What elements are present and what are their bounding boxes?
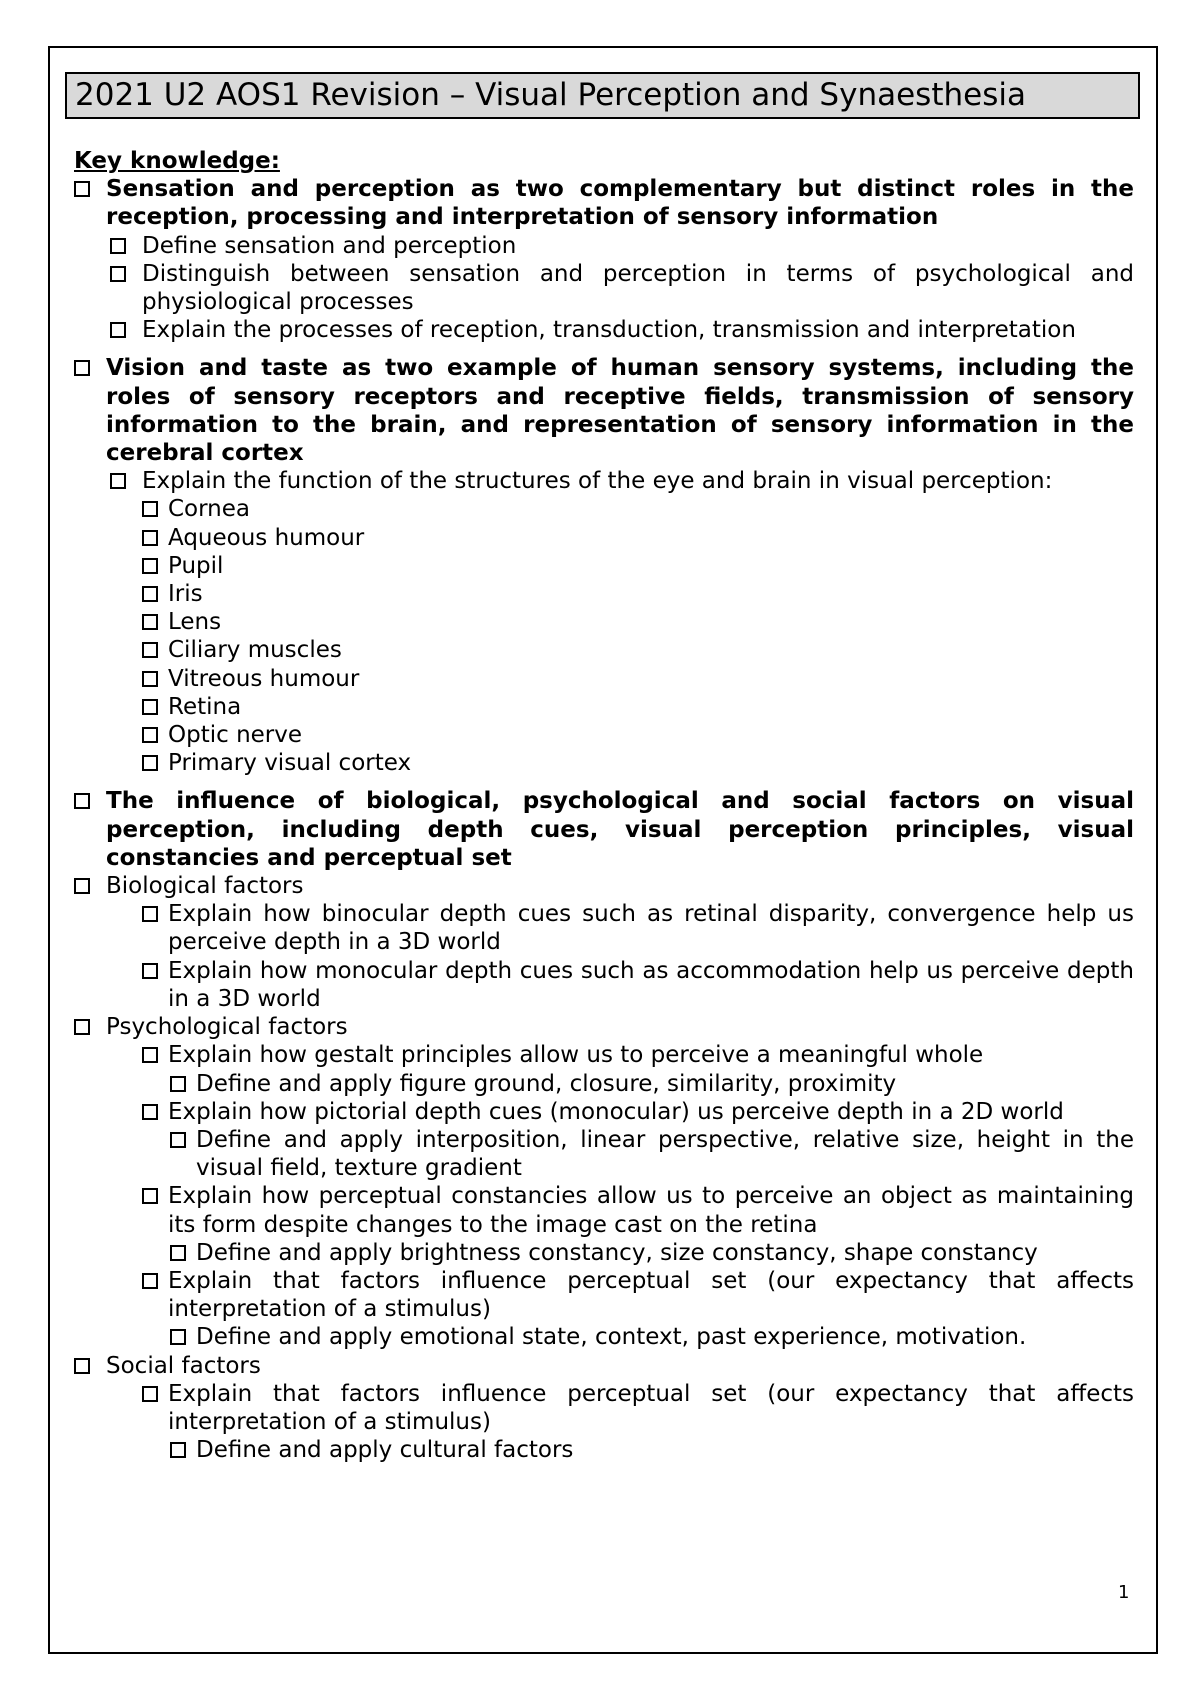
checkbox-icon — [110, 473, 126, 489]
checkbox-icon — [74, 793, 90, 809]
list-item: Distinguish between sensation and perception in terms of psychological and physiological processes — [74, 260, 1134, 316]
checkbox-icon — [142, 727, 158, 743]
list-item: Explain the function of the structures of the eye and brain in visual perception: — [74, 467, 1134, 495]
list-item: Define and apply emotional state, context, past experience, motivation. — [74, 1323, 1134, 1351]
checkbox-icon — [142, 1386, 158, 1402]
checkbox-icon — [170, 1442, 186, 1458]
list-item: The influence of biological, psychological and social factors on visual perception, including depth cues, visual perception principles, visual constancies and perceptual set — [74, 787, 1134, 872]
list-item: Vitreous humour — [74, 665, 1134, 693]
checkbox-icon — [142, 755, 158, 771]
list-item: Psychological factors — [74, 1013, 1134, 1041]
list-item: Sensation and perception as two complementary but distinct roles in the reception, processing and interpretation of sensory information — [74, 175, 1134, 231]
checkbox-icon — [110, 238, 126, 254]
checkbox-icon — [74, 1358, 90, 1374]
list-item: Lens — [74, 608, 1134, 636]
checkbox-icon — [142, 530, 158, 546]
checkbox-icon — [142, 699, 158, 715]
list-item: Define and apply brightness constancy, size constancy, shape constancy — [74, 1239, 1134, 1267]
list-item: Explain the processes of reception, transduction, transmission and interpretation — [74, 316, 1134, 344]
checkbox-icon — [170, 1329, 186, 1345]
list-item: Define and apply cultural factors — [74, 1436, 1134, 1464]
list-item: Explain how pictorial depth cues (monocular) us perceive depth in a 2D world — [74, 1098, 1134, 1126]
checkbox-icon — [110, 322, 126, 338]
list-item: Explain how perceptual constancies allow us to perceive an object as maintaining its form despite changes to the image cast on the retina — [74, 1182, 1134, 1238]
checkbox-icon — [142, 906, 158, 922]
checkbox-icon — [74, 878, 90, 894]
checkbox-icon — [142, 671, 158, 687]
list-item: Social factors — [74, 1352, 1134, 1380]
checkbox-icon — [142, 586, 158, 602]
list-item: Vision and taste as two example of human sensory systems, including the roles of sensory receptors and receptive fields, transmission of sensory information to the brain, and representation of sensory information in the cerebral cortex — [74, 354, 1134, 467]
list-item: Cornea — [74, 495, 1134, 523]
checkbox-icon — [142, 558, 158, 574]
checkbox-icon — [142, 963, 158, 979]
checkbox-icon — [74, 181, 90, 197]
page-title: 2021 U2 AOS1 Revision – Visual Perception and Synaesthesia — [65, 72, 1140, 119]
list-item: Explain how gestalt principles allow us to perceive a meaningful whole — [74, 1041, 1134, 1069]
key-knowledge-list — [74, 147, 1134, 1464]
checkbox-icon — [142, 1273, 158, 1289]
checkbox-icon — [142, 614, 158, 630]
checkbox-icon — [142, 1047, 158, 1063]
list-item: Define sensation and perception — [74, 232, 1134, 260]
checkbox-icon — [142, 501, 158, 517]
page-number: 1 — [1118, 1582, 1130, 1603]
list-item: Ciliary muscles — [74, 636, 1134, 664]
checkbox-icon — [170, 1245, 186, 1261]
list-item: Optic nerve — [74, 721, 1134, 749]
list-item: Primary visual cortex — [74, 749, 1134, 777]
list-item: Pupil — [74, 552, 1134, 580]
list-item: Explain that factors influence perceptual set (our expectancy that affects interpretation of a stimulus) — [74, 1380, 1134, 1436]
list-item: Iris — [74, 580, 1134, 608]
list-item: Define and apply figure ground, closure, similarity, proximity — [74, 1070, 1134, 1098]
list-item: Aqueous humour — [74, 524, 1134, 552]
list-item: Explain how binocular depth cues such as retinal disparity, convergence help us perceive depth in a 3D world — [74, 900, 1134, 956]
checkbox-icon — [142, 1104, 158, 1120]
list-item: Biological factors — [74, 872, 1134, 900]
checkbox-icon — [74, 1019, 90, 1035]
checkbox-icon — [170, 1132, 186, 1148]
checkbox-icon — [110, 266, 126, 282]
checkbox-icon — [142, 642, 158, 658]
list-item: Explain how monocular depth cues such as accommodation help us perceive depth in a 3D world — [74, 957, 1134, 1013]
key-knowledge-heading: Key knowledge: — [74, 148, 280, 174]
checkbox-icon — [142, 1188, 158, 1204]
list-item: Retina — [74, 693, 1134, 721]
list-item: Explain that factors influence perceptual set (our expectancy that affects interpretation of a stimulus) — [74, 1267, 1134, 1323]
checkbox-icon — [170, 1076, 186, 1092]
list-item: Define and apply interposition, linear perspective, relative size, height in the visual field, texture gradient — [74, 1126, 1134, 1182]
checkbox-icon — [74, 360, 90, 376]
